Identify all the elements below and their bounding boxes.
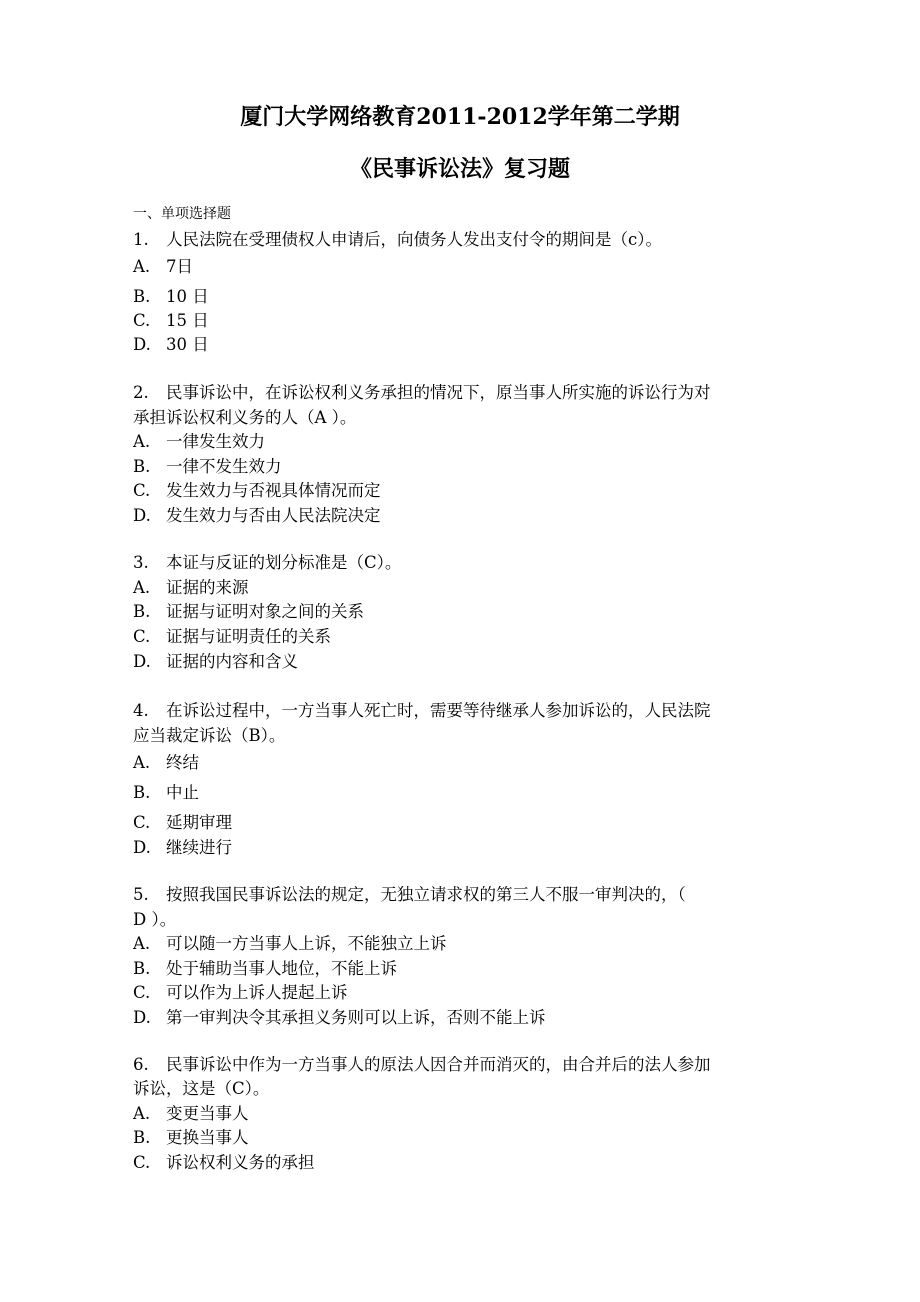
option-a [133, 1100, 249, 1124]
option-b [133, 453, 282, 477]
option-text: 第一审判决令其承担义务则可以上诉，否则不能上诉 [166, 1008, 546, 1027]
option-label: C. [133, 311, 151, 330]
option-label: A. [133, 1104, 151, 1123]
option-d [133, 331, 209, 355]
option-text: 证据的内容和含义 [166, 652, 298, 671]
question-text: 民事诉讼中作为一方当事人的原法人因合并而消灭的，由合并后的法人参加 [166, 1055, 711, 1074]
question-text: 人民法院在受理债权人申请后，向债务人发出支付令的期间是（c）。 [166, 230, 662, 249]
option-b [133, 779, 199, 803]
question-3 [133, 549, 401, 573]
question-number: 2. [133, 383, 149, 402]
option-label: B. [133, 287, 151, 306]
option-label: A. [133, 934, 151, 953]
option-c [133, 307, 209, 331]
question-text: 民事诉讼中，在诉讼权利义务承担的情况下，原当事人所实施的诉讼行为对 [166, 383, 711, 402]
option-label: C. [133, 983, 151, 1002]
option-text: 证据与证明对象之间的关系 [166, 602, 364, 621]
option-a [133, 749, 199, 773]
option-b [133, 1124, 249, 1148]
option-label: B. [133, 602, 151, 621]
option-text: 延期审理 [166, 813, 232, 832]
question-6 [133, 1051, 711, 1075]
option-text: 证据与证明责任的关系 [166, 627, 331, 646]
option-label: D. [133, 838, 151, 857]
option-c [133, 1149, 315, 1173]
option-text: 发生效力与否由人民法院决定 [166, 506, 381, 525]
question-text: 在诉讼过程中，一方当事人死亡时，需要等待继承人参加诉讼的，人民法院 [166, 701, 711, 720]
option-label: B. [133, 1128, 151, 1147]
option-text: 15 日 [166, 311, 209, 330]
question-number: 4. [133, 701, 149, 720]
option-c [133, 809, 232, 833]
option-label: C. [133, 1153, 151, 1172]
option-label: D. [133, 506, 151, 525]
option-label: B. [133, 783, 151, 802]
option-text: 一律不发生效力 [166, 457, 282, 476]
question-text: 按照我国民事诉讼法的规定，无独立请求权的第三人不服一审判决的，（ [166, 885, 686, 904]
option-a [133, 428, 265, 452]
option-text: 更换当事人 [166, 1128, 249, 1147]
option-label: D. [133, 335, 151, 354]
option-b [133, 283, 209, 307]
question-2-continued: 承担诉讼权利义务的人（A ）。 [133, 408, 357, 427]
option-label: B. [133, 457, 151, 476]
option-text: 可以随一方当事人上诉，不能独立上诉 [166, 934, 447, 953]
option-text: 30 日 [166, 335, 209, 354]
option-d [133, 1004, 546, 1028]
option-label: C. [133, 627, 151, 646]
option-a [133, 930, 447, 954]
option-label: A. [133, 753, 151, 772]
question-number: 1. [133, 230, 149, 249]
question-5-continued: D ）。 [133, 910, 177, 929]
option-label: A. [133, 578, 151, 597]
option-label: C. [133, 813, 151, 832]
question-number: 6. [133, 1055, 149, 1074]
option-text: 一律发生效力 [166, 432, 265, 451]
question-1 [133, 226, 662, 250]
option-label: D. [133, 652, 151, 671]
option-text: 发生效力与否视具体情况而定 [166, 481, 381, 500]
question-2 [133, 379, 711, 403]
option-label: A. [133, 432, 151, 451]
option-d [133, 834, 232, 858]
option-text: 诉讼权利义务的承担 [166, 1153, 315, 1172]
option-text: 变更当事人 [166, 1104, 249, 1123]
option-text: 终结 [166, 753, 199, 772]
question-number: 5. [133, 885, 149, 904]
option-b [133, 955, 397, 979]
option-label: B. [133, 959, 151, 978]
question-4-continued: 应当裁定诉讼（B）。 [133, 726, 286, 745]
option-label: C. [133, 481, 151, 500]
question-number: 3. [133, 553, 149, 572]
document-title: 厦门大学网络教育2011-2012学年第二学期 [240, 104, 680, 130]
option-a [133, 574, 249, 598]
option-text: 中止 [166, 783, 199, 802]
question-4 [133, 697, 711, 721]
option-a [133, 253, 193, 277]
option-c [133, 623, 331, 647]
question-text: 本证与反证的划分标准是（C）。 [166, 553, 402, 572]
question-6-continued: 诉讼，这是（C）。 [133, 1079, 270, 1098]
question-5 [133, 881, 686, 905]
option-text: 7日 [166, 257, 193, 276]
option-b [133, 598, 364, 622]
option-text: 处于辅助当事人地位，不能上诉 [166, 959, 397, 978]
option-c [133, 979, 348, 1003]
option-label: A. [133, 257, 151, 276]
option-label: D. [133, 1008, 151, 1027]
option-text: 可以作为上诉人提起上诉 [166, 983, 348, 1002]
option-c [133, 477, 381, 501]
option-text: 继续进行 [166, 838, 232, 857]
section-heading: 一、单项选择题 [133, 206, 231, 222]
option-d [133, 648, 298, 672]
option-text: 证据的来源 [166, 578, 249, 597]
document-subtitle: 《民事诉讼法》复习题 [349, 156, 570, 182]
option-text: 10 日 [166, 287, 209, 306]
option-d [133, 502, 381, 526]
